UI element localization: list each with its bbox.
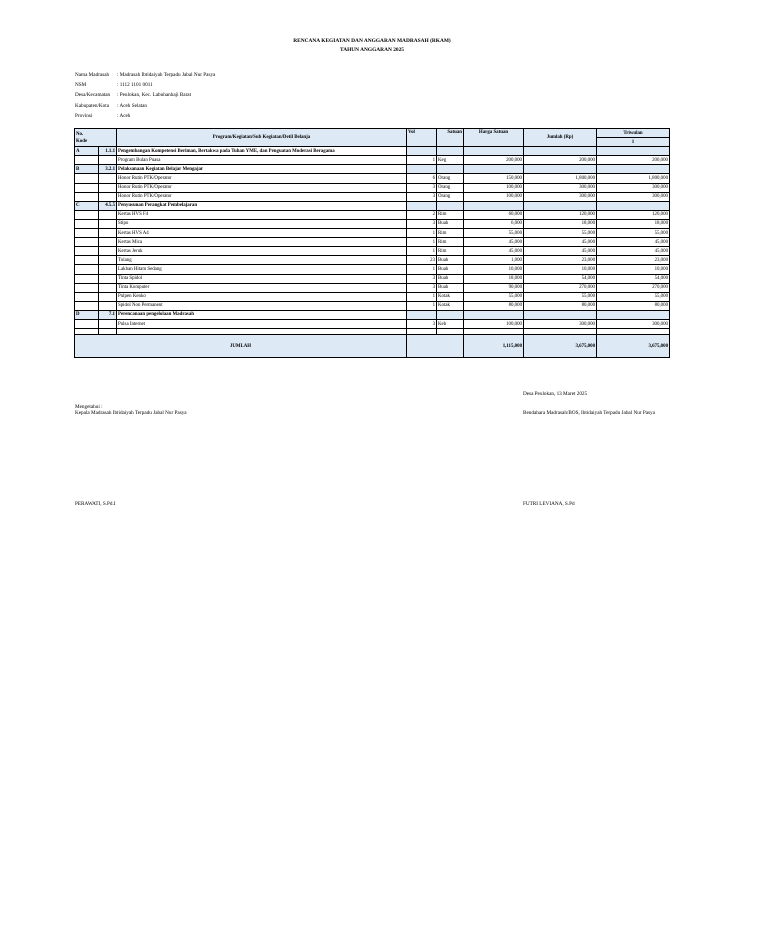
row-kode [99,283,117,292]
header-program: Program/Kegiatan/Sub Kegiatan/Detil Belanja [117,129,407,147]
table-row [75,156,670,165]
section-no: A [75,147,99,156]
row-no [75,174,99,183]
row-description: Kertas HVS F4 [117,210,407,219]
row-no [75,283,99,292]
table-row [75,238,670,247]
section-harga [464,310,524,319]
row-harga-satuan: 18,000 [464,274,524,283]
row-description: Tulang [117,256,407,265]
info-value: : Peulokan, Kec. Labuhanhaji Barat [117,92,192,98]
row-satuan: Rim [437,210,464,219]
row-no [75,274,99,283]
row-harga-satuan: 60,000 [464,210,524,219]
place-date: Desa Peulokan, 13 Maret 2025 [523,391,588,397]
table-row [75,265,670,274]
row-description: Lakban Hitam Sedang [117,265,407,274]
table-row [75,174,670,183]
row-harga-satuan: 80,000 [464,301,524,310]
row-description: Spidol Non Permanent [117,301,407,310]
right-signer-role: Bendahara Madrasah/BOS, Ibtidaiyah Terpadu Jabal Nur Pasya [523,410,655,416]
row-description: Tinta Komputer [117,283,407,292]
info-provinsi [75,113,130,119]
row-description: Kertas Jeruk [117,247,407,256]
section-tw1 [597,310,670,319]
row-kode [99,319,117,328]
row-jumlah: 45,000 [524,238,597,247]
row-harga-satuan: 90,000 [464,283,524,292]
section-satuan [437,310,464,319]
header-kode: Kode [76,138,88,144]
info-label: Desa/Kecamatan [75,92,111,98]
section-name: Penyusunan Perangkat Pembelajaran [117,201,407,210]
total-triwulan-1: 3,675,000 [597,335,670,358]
table-row [75,283,670,292]
row-vol: 3 [407,183,437,192]
header-satuan: Satuan [437,129,464,147]
row-description: Honor Rutin PTK/Operator [117,174,407,183]
info-nsm [75,82,153,88]
row-kode [99,247,117,256]
row-triwulan-1: 300,000 [597,192,670,201]
table-row [75,183,670,192]
section-satuan [437,201,464,210]
info-label: Kabupaten/Kota [75,103,109,109]
row-description: Program Bulan Puasa [117,156,407,165]
row-triwulan-1: 45,000 [597,247,670,256]
section-no: C [75,201,99,210]
row-satuan: Keb [437,319,464,328]
section-no: B [75,165,99,174]
info-desa [75,92,191,98]
table-row [75,247,670,256]
row-no [75,238,99,247]
row-no [75,219,99,228]
section-jumlah [524,310,597,319]
section-row [75,201,670,210]
info-value: : Madrasah Ibtidaiyah Terpadu Jabal Nur Pasya [117,72,216,78]
header-no-kode [75,129,117,147]
info-value: : Aceh [117,113,131,119]
row-vol: 23 [407,256,437,265]
row-no [75,210,99,219]
row-triwulan-1: 120,000 [597,210,670,219]
doc-subtitle: TAHUN ANGGARAN 2025 [340,47,404,53]
row-vol: 1 [407,292,437,301]
section-row [75,147,670,156]
row-kode [99,192,117,201]
row-triwulan-1: 300,000 [597,183,670,192]
row-harga-satuan: 6,000 [464,219,524,228]
header-triwulan-1: 1 [597,138,670,147]
row-jumlah: 300,000 [524,319,597,328]
row-satuan: Rim [437,247,464,256]
total-jumlah: 3,675,000 [524,335,597,358]
row-vol: 2 [407,210,437,219]
row-satuan: Kotak [437,301,464,310]
row-harga-satuan: 45,000 [464,247,524,256]
section-jumlah [524,165,597,174]
row-description: Honor Rutin PTK/Operator [117,192,407,201]
row-triwulan-1: 1,800,000 [597,174,670,183]
row-satuan: Buah [437,265,464,274]
row-vol: 1 [407,229,437,238]
row-description: Kertas Mica [117,238,407,247]
section-name: Pengembangan Kompetensi Beriman, Bertakwa pada Tuhan YME, dan Penguatan Moderasi Beragama [117,147,407,156]
row-triwulan-1: 18,000 [597,219,670,228]
row-vol: 3 [407,283,437,292]
row-no [75,319,99,328]
doc-title: RENCANA KEGIATAN DAN ANGGARAN MADRASAH (RKAM) [293,38,451,44]
info-label: NSM [75,82,87,88]
section-no: D [75,310,99,319]
row-no [75,229,99,238]
row-harga-satuan: 100,000 [464,192,524,201]
row-vol: 1 [407,238,437,247]
row-no [75,292,99,301]
mengetahui-label: Mengetahui : [75,404,103,410]
section-harga [464,201,524,210]
row-triwulan-1: 200,000 [597,156,670,165]
section-tw1 [597,165,670,174]
row-harga-satuan: 45,000 [464,238,524,247]
info-kabupaten [75,103,147,109]
row-satuan: Orang [437,174,464,183]
section-kode: 1.1.1 [99,147,117,156]
row-jumlah: 45,000 [524,247,597,256]
row-jumlah: 55,000 [524,292,597,301]
row-triwulan-1: 80,000 [597,301,670,310]
row-no [75,192,99,201]
row-vol: 6 [407,174,437,183]
section-tw1 [597,201,670,210]
table-row [75,219,670,228]
row-jumlah: 10,000 [524,265,597,274]
row-triwulan-1: 55,000 [597,229,670,238]
row-satuan: Buah [437,283,464,292]
row-kode [99,183,117,192]
table-row [75,319,670,328]
row-satuan: Keg [437,156,464,165]
info-label: Provinsi [75,113,93,119]
section-vol [407,201,437,210]
rkam-table [74,128,670,358]
row-satuan: Buah [437,256,464,265]
row-triwulan-1: 270,000 [597,283,670,292]
row-harga-satuan: 10,000 [464,265,524,274]
row-jumlah: 18,000 [524,219,597,228]
row-kode [99,274,117,283]
row-harga-satuan: 55,000 [464,292,524,301]
table-row [75,192,670,201]
right-signer-name: FUTRI LEVIANA, S.Pd [523,501,575,507]
row-triwulan-1: 300,000 [597,319,670,328]
total-row [75,335,670,358]
row-jumlah: 1,800,000 [524,174,597,183]
row-jumlah: 55,000 [524,229,597,238]
row-kode [99,174,117,183]
row-vol: 3 [407,219,437,228]
row-kode [99,210,117,219]
section-harga [464,147,524,156]
row-vol: 1 [407,301,437,310]
row-no [75,183,99,192]
row-jumlah: 270,000 [524,283,597,292]
row-vol: 3 [407,319,437,328]
row-no [75,301,99,310]
info-nama-madrasah [75,72,215,78]
row-jumlah: 80,000 [524,301,597,310]
table-row [75,256,670,265]
section-jumlah [524,201,597,210]
row-no [75,256,99,265]
rkam-body [75,147,670,358]
row-description: Stipo [117,219,407,228]
section-harga [464,165,524,174]
section-tw1 [597,147,670,156]
section-satuan [437,165,464,174]
row-jumlah: 200,000 [524,156,597,165]
total-harga: 1,115,000 [464,335,524,358]
row-vol: 3 [407,192,437,201]
header-triwulan: Triwulan [597,129,670,138]
row-jumlah: 120,000 [524,210,597,219]
info-value: : 1112 1101 0011 [117,82,153,88]
section-jumlah [524,147,597,156]
row-vol: 3 [407,274,437,283]
row-harga-satuan: 1,000 [464,256,524,265]
row-harga-satuan: 200,000 [464,156,524,165]
table-row [75,301,670,310]
section-name: Pelaksanaan Kegiatan Belajar Mengajar [117,165,407,174]
row-harga-satuan: 150,000 [464,174,524,183]
row-satuan: Orang [437,192,464,201]
section-kode: 4.5.5 [99,201,117,210]
section-vol [407,165,437,174]
header-jumlah: Jumlah (Rp) [524,129,597,147]
row-jumlah: 300,000 [524,183,597,192]
table-row [75,274,670,283]
row-vol: 1 [407,156,437,165]
total-label: JUMLAH [75,335,407,358]
row-kode [99,238,117,247]
header-no: No. [76,131,84,137]
row-description: Honor Rutin PTK/Operator [117,183,407,192]
table-row [75,292,670,301]
row-vol: 1 [407,265,437,274]
row-description: Kertas HVS A4 [117,229,407,238]
row-jumlah: 23,000 [524,256,597,265]
row-jumlah: 300,000 [524,192,597,201]
row-description: Pulpen Kenko [117,292,407,301]
table-row [75,210,670,219]
header-vol: Vol [407,129,437,147]
row-satuan: Rim [437,229,464,238]
info-label: Nama Madrasah [75,72,110,78]
row-kode [99,292,117,301]
section-row [75,165,670,174]
row-triwulan-1: 54,000 [597,274,670,283]
row-vol: 1 [407,247,437,256]
row-kode [99,301,117,310]
table-row [75,229,670,238]
section-row [75,310,670,319]
row-jumlah: 54,000 [524,274,597,283]
row-kode [99,229,117,238]
section-satuan [437,147,464,156]
left-signer-role: Kepala Madrasah Ibtidaiyah Terpadu Jabal Nur Pasya [75,410,187,416]
total-vol [407,335,464,358]
row-satuan: Orang [437,183,464,192]
row-no [75,156,99,165]
section-vol [407,310,437,319]
row-kode [99,219,117,228]
left-signer-name: PERAWATI, S.Pd.I [75,501,116,507]
row-triwulan-1: 55,000 [597,292,670,301]
row-kode [99,265,117,274]
row-harga-satuan: 55,000 [464,229,524,238]
row-no [75,247,99,256]
row-satuan: Kotak [437,292,464,301]
row-satuan: Buah [437,274,464,283]
row-satuan: Rim [437,238,464,247]
row-no [75,265,99,274]
info-value: : Aceh Selatan [117,103,147,109]
row-kode [99,156,117,165]
section-vol [407,147,437,156]
row-triwulan-1: 45,000 [597,238,670,247]
row-satuan: Buah [437,219,464,228]
row-harga-satuan: 100,000 [464,183,524,192]
section-name: Perencanaan pengelolaan Madrasah [117,310,407,319]
row-description: Pulsa Internet [117,319,407,328]
row-harga-satuan: 100,000 [464,319,524,328]
row-description: Tinta Spidol [117,274,407,283]
header-harga-satuan: Harga Satuan [464,129,524,147]
row-kode [99,256,117,265]
section-kode: 3.2.1 [99,165,117,174]
section-kode: 7.1 [99,310,117,319]
row-triwulan-1: 10,000 [597,265,670,274]
row-triwulan-1: 23,000 [597,256,670,265]
